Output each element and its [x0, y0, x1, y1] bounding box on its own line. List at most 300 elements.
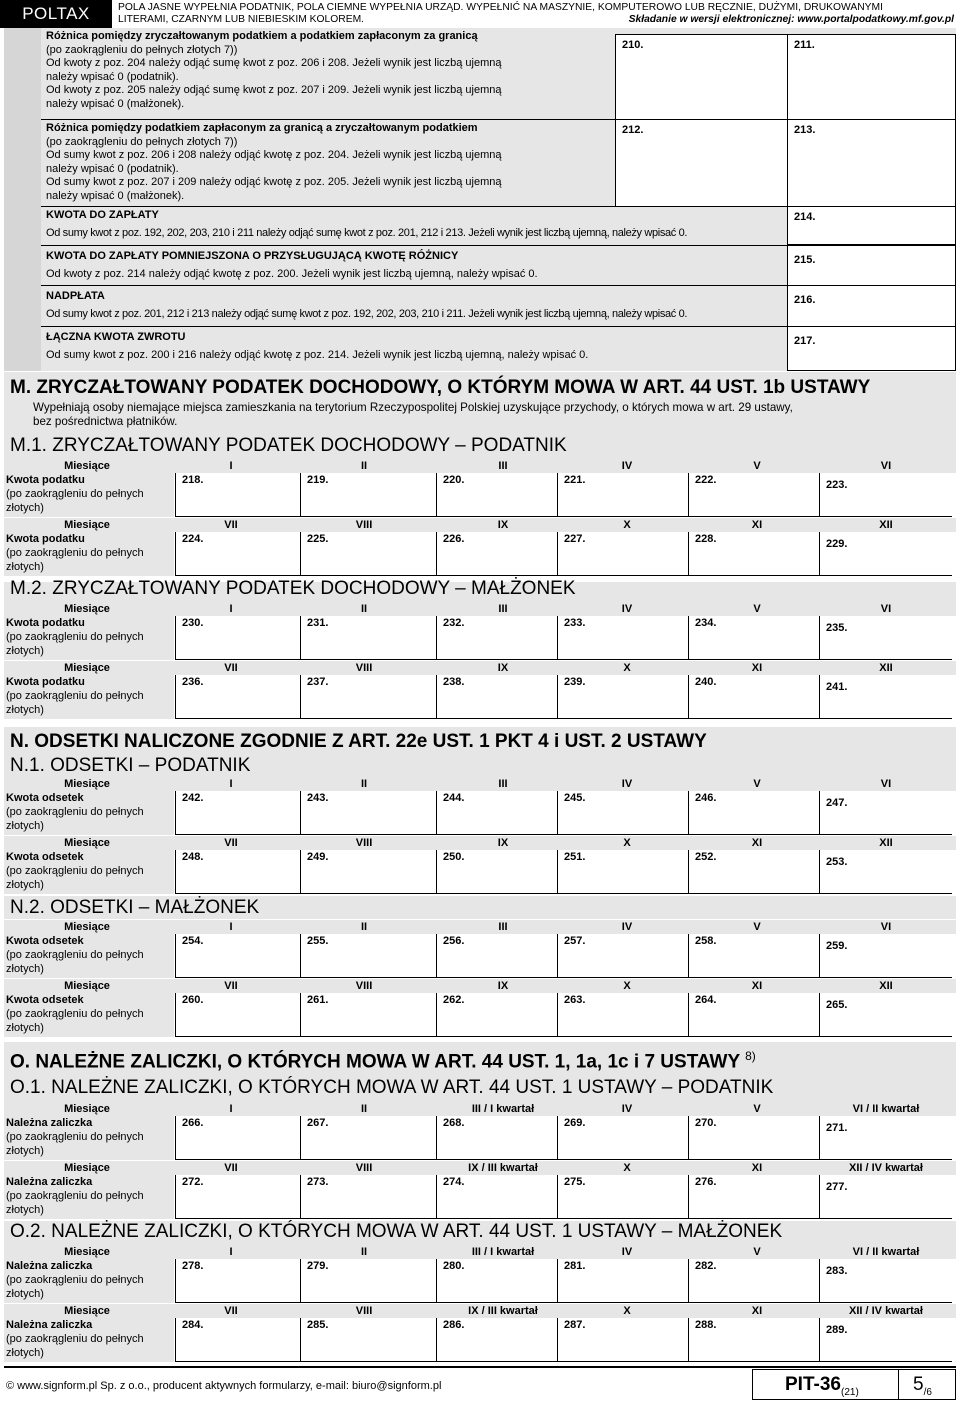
amount-label-title: Kwota podatku — [6, 617, 85, 629]
field-number: 255. — [307, 935, 329, 947]
month-header: V — [753, 460, 761, 472]
amount-field[interactable] — [688, 850, 819, 894]
rounding-note: (po zaokrągleniu do pełnych — [6, 690, 144, 702]
field-213-number: 213. — [794, 124, 816, 136]
field-number: 266. — [182, 1117, 204, 1129]
field-number: 233. — [564, 617, 586, 629]
month-header: X — [623, 980, 631, 992]
amount-field[interactable] — [175, 791, 300, 835]
amount-label-title: Kwota podatku — [6, 533, 85, 545]
n1-values-row — [4, 791, 956, 835]
field-number: 245. — [564, 792, 586, 804]
m1-title: M.1. ZRYCZAŁTOWANY PODATEK DOCHODOWY – PODATNIK — [10, 435, 567, 456]
month-header: IX — [497, 980, 509, 992]
o2-values-row — [4, 1259, 956, 1303]
amount-field[interactable] — [688, 993, 819, 1037]
o2-months-row — [4, 1304, 956, 1318]
amount-label — [4, 675, 174, 719]
field-number: 265. — [826, 999, 848, 1011]
amount-field[interactable] — [436, 791, 557, 835]
n2-months-row — [4, 979, 956, 993]
amount-label-title: Kwota odsetek — [6, 851, 84, 863]
amount-field[interactable] — [175, 532, 300, 576]
month-header: IV — [621, 1246, 633, 1258]
amount-field[interactable] — [688, 791, 819, 835]
amount-field[interactable] — [557, 850, 688, 894]
month-header: IV — [621, 778, 633, 790]
amount-field[interactable] — [300, 1175, 436, 1219]
amount-field[interactable] — [175, 1175, 300, 1219]
amount-field[interactable] — [300, 473, 436, 517]
rounding-note: (po zaokrągleniu do pełnych — [6, 488, 144, 500]
month-header: VI — [880, 921, 892, 933]
amount-field[interactable] — [819, 675, 952, 719]
field-212[interactable] — [615, 119, 788, 207]
amount-field[interactable] — [300, 1259, 436, 1303]
field-214[interactable] — [787, 206, 956, 245]
m1-months-row — [4, 518, 956, 532]
month-header: IV — [621, 921, 633, 933]
month-header: VII — [224, 1162, 238, 1174]
rounding-note-2: złotych) — [6, 502, 44, 514]
field-210[interactable] — [615, 34, 788, 120]
field-number: 268. — [443, 1117, 465, 1129]
form-code — [752, 1369, 899, 1400]
rounding-note: (po zaokrągleniu do pełnych — [6, 631, 144, 643]
m1-values-row — [4, 532, 956, 576]
section-m-desc — [33, 401, 948, 429]
month-header: III — [498, 921, 508, 933]
rounding-note: (po zaokrągleniu do pełnych — [6, 547, 144, 559]
months-label: Miesiące — [64, 1103, 110, 1115]
row-217-text — [46, 331, 588, 362]
amount-field[interactable] — [819, 532, 952, 576]
field-number: 260. — [182, 994, 204, 1006]
field-number: 227. — [564, 533, 586, 545]
field-number: 218. — [182, 474, 204, 486]
amount-field[interactable] — [819, 473, 952, 517]
month-header: IX — [497, 662, 509, 674]
amount-field[interactable] — [819, 791, 952, 835]
m2-values-row — [4, 616, 956, 660]
amount-field[interactable] — [819, 1116, 952, 1160]
field-number: 285. — [307, 1319, 329, 1331]
month-header: XI — [751, 980, 763, 992]
section-n-title: N. ODSETKI NALICZONE ZGODNIE Z ART. 22e UST. 1 PKT 4 i UST. 2 USTAWY — [10, 731, 707, 752]
amount-label-title: Kwota odsetek — [6, 792, 84, 804]
amount-field[interactable] — [436, 532, 557, 576]
field-211-number: 211. — [794, 39, 815, 51]
amount-field[interactable] — [436, 1175, 557, 1219]
months-label: Miesiące — [64, 603, 110, 615]
divider — [41, 206, 787, 207]
amount-field[interactable] — [175, 473, 300, 517]
field-number: 231. — [307, 617, 329, 629]
months-label: Miesiące — [64, 980, 110, 992]
amount-field[interactable] — [819, 1259, 952, 1303]
amount-field[interactable] — [688, 532, 819, 576]
rounding-note: (po zaokrągleniu do pełnych — [6, 806, 144, 818]
month-header: IX / III kwartał — [468, 1305, 538, 1317]
month-header: II — [360, 1103, 368, 1115]
amount-field[interactable] — [557, 993, 688, 1037]
month-header: IX / III kwartał — [468, 1162, 538, 1174]
o1-months-row — [4, 1102, 956, 1116]
n1-months-row — [4, 836, 956, 850]
amount-label — [4, 993, 174, 1037]
amount-field[interactable] — [819, 934, 952, 978]
month-header: XII — [879, 662, 893, 674]
amount-field[interactable] — [175, 1116, 300, 1160]
field-number: 219. — [307, 474, 329, 486]
amount-field[interactable] — [436, 934, 557, 978]
field-number: 248. — [182, 851, 204, 863]
month-header: IX — [497, 837, 509, 849]
footer-rule — [4, 1366, 956, 1368]
o2-months-row — [4, 1245, 956, 1259]
amount-field[interactable] — [436, 1259, 557, 1303]
months-label: Miesiące — [64, 1162, 110, 1174]
month-header: III — [498, 778, 508, 790]
field-number: 272. — [182, 1176, 204, 1188]
field-number: 232. — [443, 617, 465, 629]
header-submit-link[interactable]: Składanie w wersji elektronicznej: www.portalpodatkowy.mf.gov.pl — [628, 14, 954, 25]
amount-field[interactable] — [175, 1259, 300, 1303]
month-header: III — [498, 460, 508, 472]
amount-field[interactable] — [557, 675, 688, 719]
section-o-footnote-ref: 8) — [745, 1049, 756, 1063]
rounding-note: (po zaokrągleniu do pełnych — [6, 949, 144, 961]
row-212-title: Różnica pomiędzy podatkiem zapłaconym za granicą a zryczałtowanym podatkiem — [46, 122, 478, 134]
field-217[interactable] — [787, 326, 956, 371]
month-header: VIII — [355, 980, 373, 992]
amount-field[interactable] — [688, 473, 819, 517]
amount-field[interactable] — [557, 1116, 688, 1160]
amount-field[interactable] — [175, 675, 300, 719]
amount-field[interactable] — [436, 616, 557, 660]
months-label: Miesiące — [64, 837, 110, 849]
rounding-note-2: złotych) — [6, 704, 44, 716]
field-210-number: 210. — [622, 39, 644, 51]
o1-values-row — [4, 1116, 956, 1160]
month-header: I — [229, 921, 233, 933]
amount-label — [4, 1116, 174, 1160]
field-number: 257. — [564, 935, 586, 947]
divider — [41, 119, 615, 120]
rounding-note-2: złotych) — [6, 645, 44, 657]
field-number: 238. — [443, 676, 465, 688]
months-label: Miesiące — [64, 778, 110, 790]
amount-label-title: Należna zaliczka — [6, 1319, 93, 1331]
amount-field[interactable] — [688, 1318, 819, 1362]
amount-field[interactable] — [819, 616, 952, 660]
amount-field[interactable] — [557, 1318, 688, 1362]
field-number: 223. — [826, 479, 848, 491]
amount-field[interactable] — [300, 532, 436, 576]
field-number: 221. — [564, 474, 586, 486]
header-instructions — [118, 2, 956, 26]
month-header: VII — [224, 980, 238, 992]
amount-label-title: Kwota podatku — [6, 676, 85, 688]
month-header: V — [753, 1246, 761, 1258]
amount-label-title: Należna zaliczka — [6, 1117, 93, 1129]
month-header: XI — [751, 1305, 763, 1317]
section-m-desc-1: Wypełniają osoby niemające miejsca zamieszkania na terytorium Rzeczypospolitej Polskiej uzyskujące przychody, o których mowa w art. 29 ustawy, — [33, 401, 793, 414]
rounding-note-2: złotych) — [6, 1288, 44, 1300]
field-217-number: 217. — [794, 335, 816, 347]
field-number: 251. — [564, 851, 586, 863]
months-label: Miesiące — [64, 921, 110, 933]
row-215-text — [46, 250, 538, 281]
month-header: VIII — [355, 519, 373, 531]
field-number: 254. — [182, 935, 204, 947]
row-210-text — [46, 30, 502, 111]
amount-field[interactable] — [436, 850, 557, 894]
row-210-note: (po zaokrągleniu do pełnych złotych 7)) — [46, 43, 238, 56]
side-strip — [4, 28, 41, 371]
amount-field[interactable] — [436, 993, 557, 1037]
month-header: VIII — [355, 1305, 373, 1317]
field-number: 246. — [695, 792, 717, 804]
months-label: Miesiące — [64, 1246, 110, 1258]
month-header: I — [229, 603, 233, 615]
divider — [41, 285, 787, 286]
field-number: 279. — [307, 1260, 329, 1272]
amount-field[interactable] — [688, 675, 819, 719]
amount-field[interactable] — [300, 934, 436, 978]
field-number: 288. — [695, 1319, 717, 1331]
amount-label-title: Należna zaliczka — [6, 1176, 93, 1188]
row-214-desc: Od sumy kwot z poz. 192, 202, 203, 210 i 211 należy odjąć sumę kwot z poz. 201, 212 i 213. Jeżeli wynik jest liczbą ujemną, należy wpisać 0. — [46, 226, 688, 239]
amount-field[interactable] — [436, 1318, 557, 1362]
rounding-note-2: złotych) — [6, 1347, 44, 1359]
field-212-number: 212. — [622, 124, 644, 136]
month-header: VI — [880, 603, 892, 615]
field-number: 259. — [826, 940, 848, 952]
month-header: VI / II kwartał — [852, 1103, 920, 1115]
amount-field[interactable] — [436, 1116, 557, 1160]
field-number: 286. — [443, 1319, 465, 1331]
row-212-inst-1: Od sumy kwot z poz. 206 i 208 należy odjąć kwotę z poz. 204. Jeżeli wynik jest liczbą ujemną — [46, 149, 502, 161]
amount-label — [4, 934, 174, 978]
field-number: 271. — [826, 1122, 848, 1134]
amount-field[interactable] — [688, 1259, 819, 1303]
row-216-desc: Od sumy kwot z poz. 201, 212 i 213 należy odjąć sumę kwot z poz. 192, 202, 203, 210 i 211. Jeżeli wynik jest liczbą ujemną, należy wpisać 0. — [46, 307, 688, 320]
section-o-title-text: O. NALEŻNE ZALICZKI, O KTÓRYCH MOWA W ART. 44 UST. 1, 1a, 1c i 7 USTAWY — [10, 1051, 740, 1073]
footer-copyright: © www.signform.pl Sp. z o.o., producent aktywnych formularzy, e-mail: biuro@signform.pl — [6, 1380, 442, 1392]
field-213[interactable] — [787, 119, 956, 207]
poltax-logo: POLTAX — [0, 0, 112, 28]
months-label: Miesiące — [64, 1305, 110, 1317]
field-number: 258. — [695, 935, 717, 947]
row-214-title: KWOTA DO ZAPŁATY — [46, 209, 159, 221]
month-header: VII — [224, 662, 238, 674]
amount-field[interactable] — [688, 934, 819, 978]
month-header: XII — [879, 519, 893, 531]
field-number: 241. — [826, 681, 848, 693]
amount-field[interactable] — [819, 1318, 952, 1362]
month-header: VI — [880, 460, 892, 472]
m1-values-row — [4, 473, 956, 517]
amount-field[interactable] — [557, 616, 688, 660]
field-215[interactable] — [787, 245, 956, 286]
amount-field[interactable] — [300, 675, 436, 719]
amount-field[interactable] — [436, 675, 557, 719]
amount-label — [4, 1318, 174, 1362]
month-header: III — [498, 603, 508, 615]
month-header: XII / IV kwartał — [849, 1305, 923, 1317]
amount-field[interactable] — [688, 1116, 819, 1160]
field-number: 239. — [564, 676, 586, 688]
amount-field[interactable] — [175, 616, 300, 660]
month-header: VIII — [355, 1162, 373, 1174]
field-number: 274. — [443, 1176, 465, 1188]
o1-values-row — [4, 1175, 956, 1219]
amount-field[interactable] — [819, 850, 952, 894]
field-number: 220. — [443, 474, 465, 486]
m2-title: M.2. ZRYCZAŁTOWANY PODATEK DOCHODOWY – MAŁŻONEK — [10, 578, 576, 599]
amount-field[interactable] — [557, 473, 688, 517]
field-number: 273. — [307, 1176, 329, 1188]
amount-field[interactable] — [300, 850, 436, 894]
page-current: 5 — [913, 1374, 924, 1395]
field-number: 263. — [564, 994, 586, 1006]
field-211[interactable] — [787, 34, 956, 120]
month-header: III / I kwartał — [471, 1103, 535, 1115]
field-number: 228. — [695, 533, 717, 545]
amount-field[interactable] — [557, 532, 688, 576]
field-216[interactable] — [787, 285, 956, 327]
field-number: 247. — [826, 797, 848, 809]
field-number: 262. — [443, 994, 465, 1006]
field-number: 287. — [564, 1319, 586, 1331]
field-number: 253. — [826, 856, 848, 868]
amount-field[interactable] — [175, 934, 300, 978]
amount-field[interactable] — [300, 616, 436, 660]
amount-field[interactable] — [557, 791, 688, 835]
month-header: X — [623, 662, 631, 674]
row-216-text — [46, 290, 687, 321]
field-number: 230. — [182, 617, 204, 629]
field-number: 225. — [307, 533, 329, 545]
amount-field[interactable] — [688, 1175, 819, 1219]
rounding-note-2: złotych) — [6, 1022, 44, 1034]
field-number: 244. — [443, 792, 465, 804]
amount-label — [4, 791, 174, 835]
month-header: V — [753, 603, 761, 615]
month-header: II — [360, 1246, 368, 1258]
amount-field[interactable] — [300, 993, 436, 1037]
row-216-title: NADPŁATA — [46, 290, 105, 302]
field-number: 261. — [307, 994, 329, 1006]
rounding-note: (po zaokrągleniu do pełnych — [6, 1131, 144, 1143]
field-216-number: 216. — [794, 294, 816, 306]
amount-field[interactable] — [300, 791, 436, 835]
header-line-2: LITERAMI, CZARNYM LUB NIEBIESKIM KOLOREM. — [118, 14, 365, 25]
amount-field[interactable] — [557, 934, 688, 978]
field-number: 236. — [182, 676, 204, 688]
month-header: II — [360, 921, 368, 933]
month-header: X — [623, 837, 631, 849]
field-number: 256. — [443, 935, 465, 947]
amount-field[interactable] — [175, 993, 300, 1037]
amount-field[interactable] — [300, 1318, 436, 1362]
amount-field[interactable] — [688, 616, 819, 660]
field-number: 240. — [695, 676, 717, 688]
divider — [41, 326, 787, 327]
month-header: XII / IV kwartał — [849, 1162, 923, 1174]
rounding-note: (po zaokrągleniu do pełnych — [6, 865, 144, 877]
month-header: VII — [224, 837, 238, 849]
field-number: 284. — [182, 1319, 204, 1331]
month-header: I — [229, 1246, 233, 1258]
amount-label — [4, 1175, 174, 1219]
field-number: 249. — [307, 851, 329, 863]
row-210-inst-2: należy wpisać 0 (podatnik). — [46, 70, 179, 83]
field-215-number: 215. — [794, 254, 816, 266]
amount-label — [4, 473, 174, 517]
month-header: VI / II kwartał — [852, 1246, 920, 1258]
n1-months-row — [4, 777, 956, 791]
field-number: 282. — [695, 1260, 717, 1272]
n2-values-row — [4, 934, 956, 978]
form-version: (21) — [840, 1386, 859, 1398]
month-header: IX — [497, 519, 509, 531]
row-210-title: Różnica pomiędzy zryczałtowanym podatkiem a podatkiem zapłaconym za granicą — [46, 30, 478, 42]
field-number: 234. — [695, 617, 717, 629]
o1-title: O.1. NALEŻNE ZALICZKI, O KTÓRYCH MOWA W ART. 44 UST. 1 USTAWY – PODATNIK — [10, 1077, 774, 1098]
amount-field[interactable] — [557, 1259, 688, 1303]
field-number: 250. — [443, 851, 465, 863]
n1-title: N.1. ODSETKI – PODATNIK — [10, 755, 251, 776]
month-header: V — [753, 1103, 761, 1115]
amount-field[interactable] — [175, 1318, 300, 1362]
amount-field[interactable] — [819, 993, 952, 1037]
amount-field[interactable] — [557, 1175, 688, 1219]
amount-label — [4, 1259, 174, 1303]
month-header: VII — [224, 1305, 238, 1317]
field-number: 270. — [695, 1117, 717, 1129]
amount-field[interactable] — [175, 850, 300, 894]
section-o-title — [10, 1049, 756, 1073]
rounding-note-2: złotych) — [6, 1204, 44, 1216]
row-217-desc: Od sumy kwot z poz. 200 i 216 należy odjąć kwotę z poz. 214. Jeżeli wynik jest liczbą ujemną, należy wpisać 0. — [46, 348, 589, 361]
field-number: 276. — [695, 1176, 717, 1188]
m1-months-row — [4, 459, 956, 473]
field-number: 275. — [564, 1176, 586, 1188]
month-header: XI — [751, 837, 763, 849]
rounding-note: (po zaokrągleniu do pełnych — [6, 1190, 144, 1202]
field-number: 229. — [826, 538, 848, 550]
m2-months-row — [4, 602, 956, 616]
month-header: XII — [879, 837, 893, 849]
rounding-note: (po zaokrągleniu do pełnych — [6, 1008, 144, 1020]
field-number: 222. — [695, 474, 717, 486]
amount-field[interactable] — [300, 1116, 436, 1160]
amount-field[interactable] — [819, 1175, 952, 1219]
field-number: 267. — [307, 1117, 329, 1129]
row-210-inst-4: należy wpisać 0 (małżonek). — [46, 97, 185, 110]
month-header: XII — [879, 980, 893, 992]
amount-field[interactable] — [436, 473, 557, 517]
header-line-1: POLA JASNE WYPEŁNIA PODATNIK, POLA CIEMNE WYPEŁNIA URZĄD. WYPEŁNIĆ NA MASZYNIE, KOMPUTEROWO LUB RĘCZNIE, DUŻYMI, DRUKOWANYMI — [118, 2, 883, 13]
month-header: II — [360, 778, 368, 790]
row-215-title: KWOTA DO ZAPŁATY POMNIEJSZONA O PRZYSŁUGUJĄCĄ KWOTĘ RÓŻNICY — [46, 250, 459, 262]
month-header: V — [753, 921, 761, 933]
n1-values-row — [4, 850, 956, 894]
month-header: VII — [224, 519, 238, 531]
month-header: I — [229, 460, 233, 472]
